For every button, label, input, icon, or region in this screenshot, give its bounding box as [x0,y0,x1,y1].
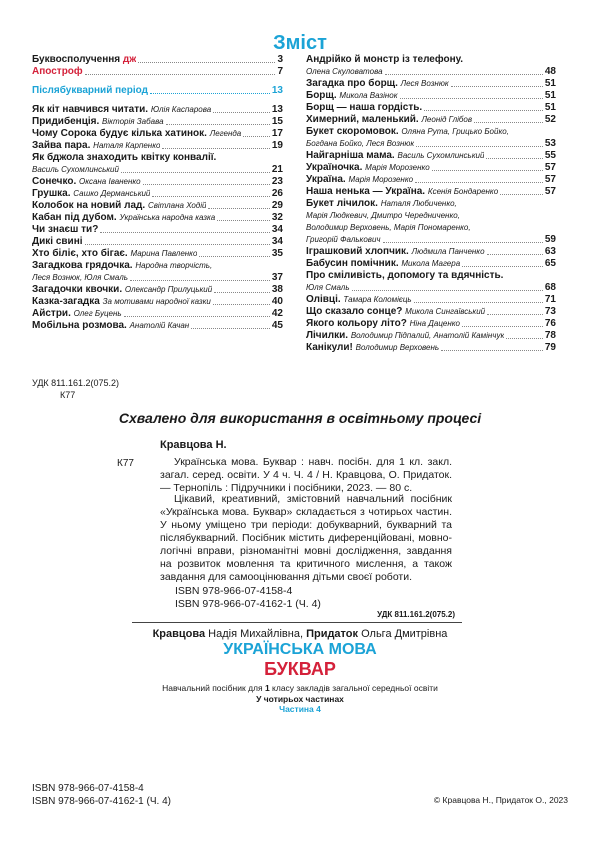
toc-leader [414,302,543,303]
toc-entry-title: Україночка. [306,162,363,173]
toc-row [306,54,556,66]
book-subtitle: БУКВАР [264,659,336,679]
toc-entry-title: Чому Сорока будує кілька хатинок. [32,128,207,139]
toc-entry-title: Наша ненька — Україна. [306,186,426,197]
toc-leader [121,172,270,173]
toc-entry-author: Микола Магера [401,259,461,268]
toc-row [306,126,556,138]
toc-row [306,222,556,234]
toc-page-number: 42 [271,308,283,319]
toc-entry-title: Зайва пара. [32,140,91,151]
toc-entry-author: Анатолій Качан [129,321,190,330]
toc-row [306,270,556,282]
toc-entry-text [306,342,439,354]
toc-leader [199,256,269,257]
toc-entry-author: Легенда [209,129,242,138]
toc-entry-title: Мобільна розмова. [32,320,127,331]
toc-leader [487,254,543,255]
toc-row [306,294,556,306]
toc-page-number: 13 [271,85,283,96]
toc-entry-text [306,78,449,90]
toc-entry-author: Наталя Карпенко [93,141,161,150]
toc-entry-subline: Марія Людкевич, Дмитро Чередниченко, [306,211,460,220]
toc-row [306,186,556,198]
toc-entry-author: Тамара Коломієць [343,295,412,304]
toc-entry-text [32,152,216,164]
toc-entry-author: Ксенія Бондаренко [427,187,499,196]
approval-note: Схвалено для використання в освітньому процесі [118,410,482,426]
toc-entry-title-accent: дж [122,54,137,65]
toc-entry-text [32,284,212,296]
toc-entry-text [306,282,350,294]
toc-entry-author: Олег Буцень [73,309,122,318]
toc-row [306,90,556,102]
toc-entry-subline: Олена Скуловатова [306,67,383,76]
toc-leader [441,350,543,351]
toc-leader [217,220,270,221]
toc-entry-text [32,320,189,332]
toc-entry-author: Леся Вознюк [400,79,449,88]
toc-row [306,306,556,318]
toc-row [306,102,556,114]
divider [132,622,462,623]
toc-row [32,260,283,272]
toc-page-number: 15 [271,116,283,127]
isbn-bottom-block [32,782,171,808]
toc-entry-title: Борщ — наша гордість. [306,102,423,113]
toc-leader [213,112,270,113]
author1-surname: Кравцова [152,628,206,640]
toc-page-number: 37 [271,272,283,283]
toc-entry-text [32,248,197,260]
toc-leader [432,170,543,171]
toc-entry-text [306,186,498,198]
toc-entry-title: Бабусин помічник. [306,258,399,269]
toc-entry-subline: Богдана Бойко, Леся Вознюк [306,139,415,148]
toc-entry-text [306,318,460,330]
toc-leader [166,124,270,125]
toc-entry-text [32,104,211,116]
toc-entry-title: Олівці. [306,294,341,305]
author2-given: Ольга Дмитрівна [358,628,448,640]
toc-leader [486,158,542,159]
toc-entry-author: Володимир Підпалий, Анатолій Камінчук [350,331,505,340]
toc-entry-text [32,140,160,152]
toc-entry-title: Грушка. [32,188,71,199]
toc-row [32,320,283,332]
toc-entry-title: Хто біліє, хто бігає. [32,248,128,259]
toc-page-number: 34 [271,236,283,247]
toc-entry-author: Микола Вазінок [339,91,398,100]
toc-entry-title: Придибенція. [32,116,100,127]
toc-entry-title: Канікули! [306,342,353,353]
toc-row [306,258,556,270]
toc-page-number: 38 [271,284,283,295]
toc-entry-author: За мотивами народної казки [102,297,211,306]
manual-pre: Навчальний посібник для [162,683,265,693]
copyright: © Кравцова Н., Придаток О., 2023 [433,795,568,805]
toc-entry-title: Апостроф [32,66,83,77]
toc-row [32,54,283,66]
toc-row [32,85,283,97]
manual-grade: 1 [264,683,270,693]
toc-row [306,66,556,78]
toc-row [306,342,556,354]
toc-page-number: 13 [271,104,283,115]
toc-entry-text [32,128,241,140]
toc-entry-subline: Володимир Верховень, Марія Пономаренко, [306,223,471,232]
toc-page-number: 23 [271,176,283,187]
toc-page-number: 51 [544,102,556,113]
toc-entry-text [306,246,485,258]
toc-entry-text [306,114,472,126]
toc-leader [400,98,543,99]
toc-leader [85,244,270,245]
toc-section-title: Післябукварний період [32,85,148,96]
toc-entry-title: Химерний, маленький. [306,114,419,125]
toc-page-number: 40 [271,296,283,307]
toc-row [306,210,556,222]
toc-leader [85,74,276,75]
isbn-bottom-2: ISBN 978-966-07-4162-1 (Ч. 4) [32,796,171,807]
toc-row [306,162,556,174]
toc-row [306,318,556,330]
toc-entry-text [306,234,381,246]
toc-page-number: 63 [544,246,556,257]
toc-leader [138,62,275,63]
toc-page-number: 7 [277,66,283,77]
toc-page-number: 76 [544,318,556,329]
authors-line [0,628,600,640]
toc-leader [506,338,543,339]
toc-entry-author: Народна творчість, [135,261,213,270]
toc-page-number: 26 [271,188,283,199]
toc-leader [191,328,270,329]
toc-entry-text [32,236,83,248]
toc-leader [451,86,543,87]
toc-entry-title: Як кіт навчився читати. [32,104,149,115]
toc-entry-author: Сашко Дерманський [73,189,151,198]
toc-page-number: 3 [277,54,283,65]
toc-entry-title: Андрійко й монстр із телефону. [306,54,464,65]
toc-row [32,152,283,164]
toc-leader [474,122,543,123]
toc-row [306,198,556,210]
toc-entry-author: Оляна Рута, Грицько Бойко, [401,127,509,136]
toc-entry-author: Василь Сухомлинський [397,151,485,160]
catalog-description: Українська мова. Буквар : навч. посібн. для 1 кл. закл. загал. серед. освіти. У 4 ч. Ч. 4 / Н. Кравцова, О. Придаток. — Тернопіль : Підручники і посібники, 2023. — 80 с. [160,456,452,494]
toc-leader [462,266,543,267]
toc-row [306,234,556,246]
toc-row [32,188,283,200]
toc-row [306,282,556,294]
toc-entry-title: Дикі свині [32,236,83,247]
toc-entry-text [32,116,164,128]
toc-leader [385,74,543,75]
toc-leader [352,290,543,291]
parts-note: У чотирьох частинах [256,694,344,704]
toc-entry-author: Світлана Ходій [147,201,207,210]
toc-page-number: 32 [271,212,283,223]
toc-leader [416,146,543,147]
toc-left-column [32,54,283,332]
toc-entry-text [306,306,485,318]
toc-entry-title: Як бджола знаходить квітку конвалії. [32,152,217,163]
toc-entry-text [32,272,128,284]
toc-right-column [306,54,556,354]
toc-leader [214,292,270,293]
toc-entry-text [32,164,119,176]
toc-page-number: 21 [271,164,283,175]
toc-row [32,224,283,236]
toc-entry-text [306,330,504,342]
toc-page-number: 35 [271,248,283,259]
catalog-author-heading: Кравцова Н. [160,439,227,451]
toc-entry-text [32,85,148,97]
toc-entry-author: Марія Морозенко [365,163,430,172]
toc-entry-author: Володимир Верховень [355,343,440,352]
toc-page-number: 73 [544,306,556,317]
toc-row [32,236,283,248]
toc-entry-author: Олександр Прилуцький [124,285,213,294]
toc-row [32,284,283,296]
isbn-bottom-1: ISBN 978-966-07-4158-4 [32,783,144,794]
page-title: Зміст [273,32,327,54]
catalog-isbn-block [175,585,321,611]
toc-entry-text [32,212,215,224]
toc-entry-title: Найгарніша мама. [306,150,395,161]
toc-leader [424,110,543,111]
part-number: Частина 4 [279,704,321,714]
toc-entry-text [306,54,463,66]
toc-entry-author: Марія Морозенко [348,175,414,184]
toc-entry-title: Букет лічилок. [306,198,378,209]
toc-entry-title: Чи знаєш ти? [32,224,99,235]
toc-leader [100,232,270,233]
toc-page-number: 71 [544,294,556,305]
toc-leader [383,242,543,243]
toc-row [32,116,283,128]
toc-entry-title: Кабан під дубом. [32,212,117,223]
toc-entry-text [306,150,484,162]
toc-entry-text [32,260,212,272]
toc-page-number: 79 [544,342,556,353]
toc-leader [487,314,543,315]
author2-surname: Придаток [306,628,359,640]
toc-leader [500,194,543,195]
toc-row [32,128,283,140]
toc-page-number: 78 [544,330,556,341]
toc-entry-text [306,222,471,234]
toc-entry-title: Сонечко. [32,176,77,187]
toc-entry-text [32,296,211,308]
toc-leader [150,93,270,94]
toc-entry-subline: Григорій Фалькович [306,235,381,244]
toc-row [32,212,283,224]
toc-entry-author: Наталя Любиченко, [380,199,457,208]
toc-leader [243,136,270,137]
toc-entry-title: Загадочки квочки. [32,284,123,295]
toc-page-number: 68 [544,282,556,293]
toc-row [32,272,283,284]
toc-entry-title: Загадка про борщ. [306,78,398,89]
toc-page-number: 52 [544,114,556,125]
author-sign-top: К77 [60,390,76,400]
toc-leader [130,280,270,281]
manual-description [0,683,600,693]
toc-entry-text [306,162,430,174]
toc-leader [213,304,270,305]
toc-page-number: 57 [544,174,556,185]
toc-row [306,114,556,126]
toc-entry-title: Про сміливість, допомогу та вдячність. [306,270,504,281]
toc-entry-text [306,270,503,282]
toc-row [306,246,556,258]
toc-entry-subline: Леся Вознюк, Юля Смаль [32,273,128,282]
toc-leader [208,208,269,209]
toc-entry-author: Українська народна казка [119,213,216,222]
toc-page-number: 51 [544,78,556,89]
toc-entry-author: Людмила Панченко [411,247,485,256]
manual-post: класу закладів загальної середньої освіти [269,683,438,693]
toc-row [32,248,283,260]
toc-entry-text [306,66,383,78]
toc-entry-title: Загадкова грядочка. [32,260,133,271]
toc-entry-title: Україна. [306,174,346,185]
toc-page-number: 45 [271,320,283,331]
toc-row [32,176,283,188]
toc-entry-text [306,210,460,222]
toc-leader [124,316,270,317]
catalog-annotation: Цікавий, креативний, змістовний навчальний посібник «Українська мова. Буквар» складається з чотирьох частин. У ньому уміщено три періоди: добукварний, букварний та післябукварний. Посібник містить диференційовані, мовно-логічні вправи, різноманітні мовні дослідження, завдання на розвиток мовлення та критичного мислення, а також завдання для самооцінювання дітьми своєї роботи. [160,493,452,583]
toc-page-number: 59 [544,234,556,245]
toc-page-number: 53 [544,138,556,149]
toc-entry-title: Борщ. [306,90,337,101]
toc-leader [143,184,270,185]
toc-row [306,330,556,342]
catalog-isbn-1: ISBN 978-966-07-4158-4 [175,585,293,597]
toc-entry-author: Микола Сингаївський [405,307,486,316]
toc-entry-author: Ніна Даценко [409,319,461,328]
toc-row [32,296,283,308]
toc-entry-text [32,200,206,212]
toc-leader [462,326,543,327]
toc-entry-text [32,66,83,78]
toc-entry-title: Айстри. [32,308,71,319]
toc-spacer [32,97,283,104]
toc-page-number: 57 [544,186,556,197]
toc-entry-title: Буквосполучення [32,54,123,65]
toc-entry-title: Що сказало сонце? [306,306,403,317]
author1-given: Надія Михайлівна, [205,628,307,640]
toc-entry-text [32,188,150,200]
toc-entry-subline: Юля Смаль [306,283,350,292]
toc-entry-title: Колобок на новий лад. [32,200,146,211]
toc-entry-text [306,138,414,150]
toc-entry-text [306,198,457,210]
toc-row [32,66,283,78]
toc-row [306,174,556,186]
toc-page-number: 29 [271,200,283,211]
toc-page-number: 19 [271,140,283,151]
toc-entry-author: Марина Павленко [130,249,198,258]
toc-entry-subline: Василь Сухомлинський [32,165,119,174]
toc-row [306,138,556,150]
udk-code-top: УДК 811.161.2(075.2) [32,378,120,388]
toc-row [32,164,283,176]
toc-entry-text [32,54,136,66]
toc-row [306,78,556,90]
toc-row [32,104,283,116]
toc-entry-title: Казка-загадка [32,296,100,307]
catalog-isbn-2: ISBN 978-966-07-4162-1 (Ч. 4) [175,598,321,610]
catalog-udk: УДК 811.161.2(075.2) [377,610,455,619]
toc-entry-author: Леонід Глібов [421,115,473,124]
toc-leader [415,182,543,183]
toc-page-number: 48 [544,66,556,77]
toc-entry-text [306,174,413,186]
toc-entry-title: Якого кольору літо? [306,318,407,329]
toc-entry-text [306,258,460,270]
toc-entry-text [306,102,422,114]
toc-entry-text [32,176,141,188]
toc-page-number: 57 [544,162,556,173]
toc-row [32,308,283,320]
toc-page-number: 65 [544,258,556,269]
toc-page-number: 34 [271,224,283,235]
catalog-author-sign: К77 [117,458,134,469]
toc-page-number: 51 [544,90,556,101]
toc-page-number: 17 [271,128,283,139]
toc-entry-text [306,90,398,102]
toc-entry-author: Оксана Іваненко [79,177,141,186]
toc-entry-author: Юлія Каспарова [150,105,212,114]
toc-entry-title: Лічилки. [306,330,349,341]
toc-entry-text [32,224,98,236]
toc-row [306,150,556,162]
toc-leader [152,196,270,197]
toc-entry-title: Іграшковий хлопчик. [306,246,409,257]
toc-leader [162,148,269,149]
toc-spacer [32,78,283,85]
toc-entry-text [306,294,412,306]
toc-row [32,200,283,212]
toc-row [32,140,283,152]
book-title: УКРАЇНСЬКА МОВА [223,641,377,658]
toc-entry-text [32,308,122,320]
toc-entry-author: Вікторія Забава [102,117,164,126]
toc-page-number: 55 [544,150,556,161]
toc-entry-title: Букет скоромовок. [306,126,399,137]
toc-entry-text [306,126,509,138]
